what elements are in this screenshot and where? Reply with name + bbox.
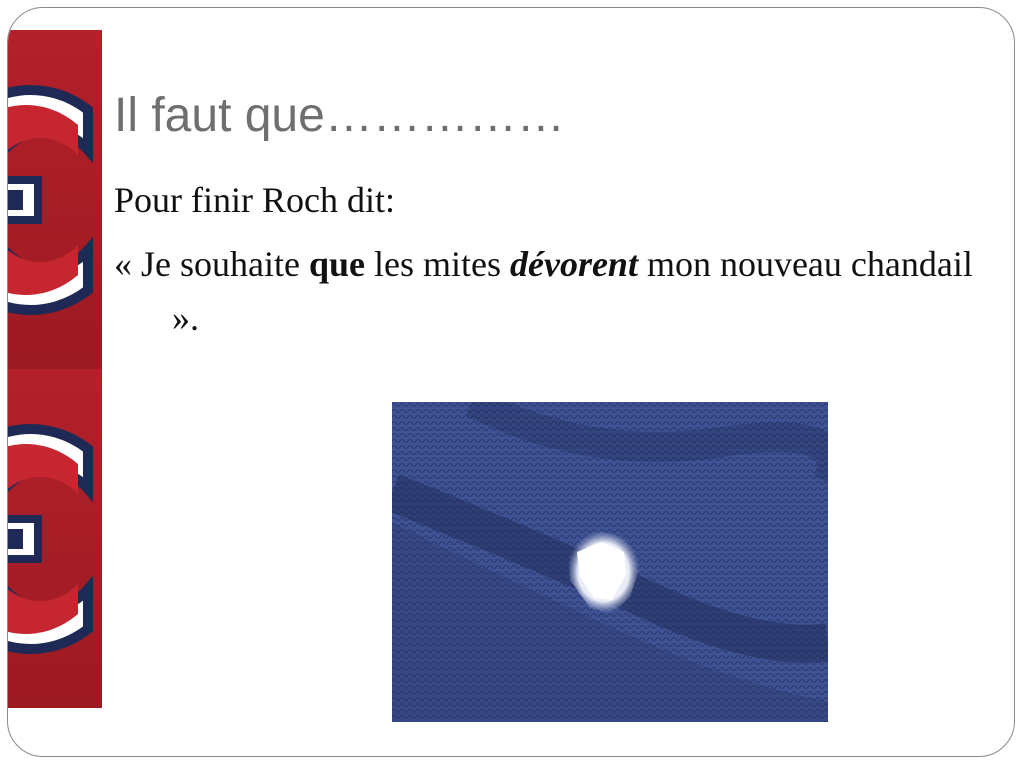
team-logo-icon — [8, 369, 102, 708]
quote-end: mon nouveau chandail ». — [172, 244, 973, 338]
sidebar-decoration — [8, 30, 102, 708]
quote-que: que — [308, 244, 365, 284]
quote-mid: les mites — [365, 244, 510, 284]
slide-frame — [7, 7, 1015, 757]
slide-title: Il faut que…………… — [114, 89, 565, 142]
quote-open: « Je souhaite — [114, 244, 309, 284]
sweater-hole-photo — [392, 402, 828, 722]
quote-paragraph — [114, 237, 974, 345]
quote-verb: dévorent — [509, 244, 638, 284]
intro-line: Pour finir Roch dit: — [114, 180, 395, 220]
team-logo-icon — [8, 30, 102, 369]
slide-body — [114, 173, 974, 355]
